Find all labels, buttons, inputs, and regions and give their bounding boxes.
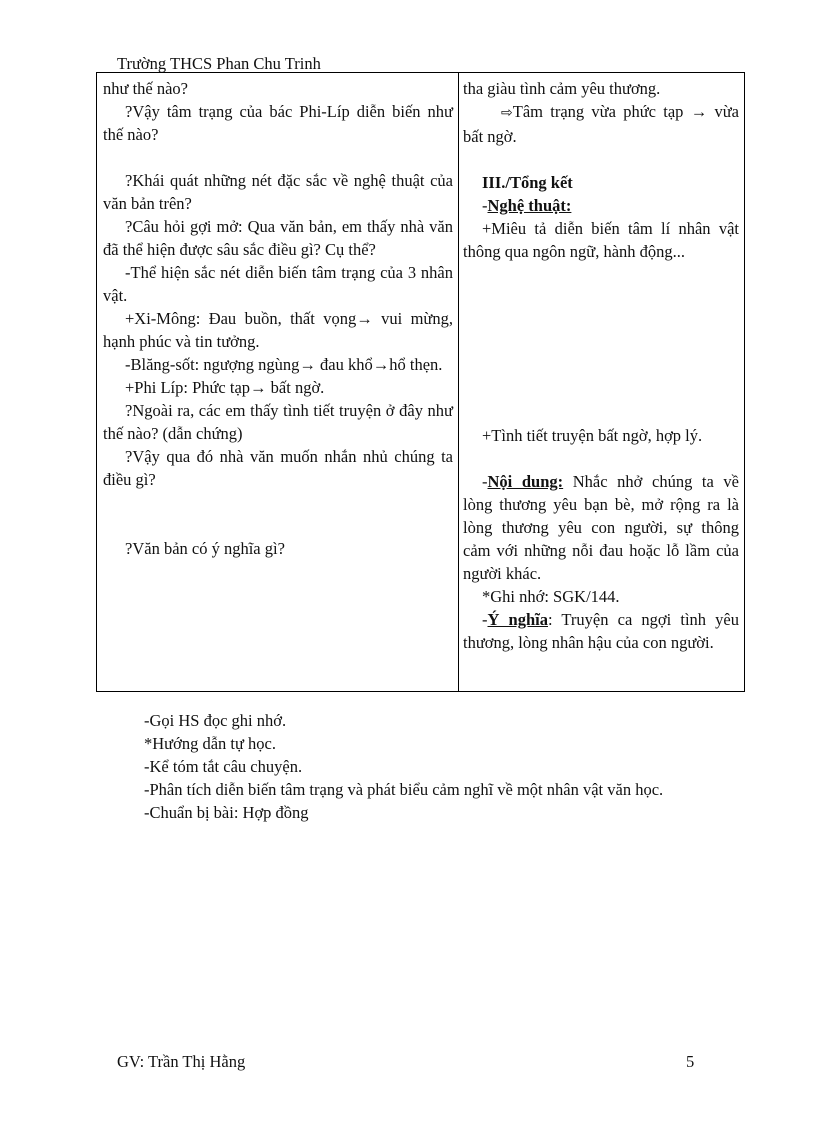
arrow-right-icon: ⇨ [501,105,513,121]
answer-text: +Phi Líp: Phức tạp→ bất ngờ. [125,378,325,397]
homework-line: -Gọi HS đọc ghi nhớ. [144,711,287,730]
art-item: +Miêu tả diễn biến tâm lí nhân vật thông qua ngôn ngữ, hành động... [463,219,739,261]
question-text: ?Khái quát những nét đặc sắc về nghệ thuật của văn bản trên? [103,171,453,213]
homework-line: -Chuẩn bị bài: Hợp đồng [144,803,309,822]
question-text: ?Vậy qua đó nhà văn muốn nhắn nhủ chúng ta điều gì? [103,447,453,489]
lesson-table [96,72,745,692]
meaning-paragraph: -Ý nghĩa: Truyện ca ngợi tình yêu thương, lòng nhân hậu của con người. [463,610,739,652]
question-text: ?Ngoài ra, các em thấy tình tiết truyện ở đây như thế nào? (dẫn chứng) [103,401,453,443]
question-text: như thế nào? [103,79,188,98]
note-line: *Ghi nhớ: SGK/144. [482,587,620,606]
content-paragraph: -Nội dung: Nhắc nhở chúng ta về lòng thương yêu bạn bè, mở rộng ra là lòng thương yêu con người, sự thông cảm với những nỗi đau hoặc lỗ lầm của người khác. [463,472,740,583]
section-title: III./Tổng kết [482,173,573,192]
answer-text: +Xi-Mông: Đau buồn, thất vọng→ vui mừng, hạnh phúc và tin tưởng. [103,309,453,351]
question-text: ?Câu hỏi gợi mở: Qua văn bản, em thấy nhà văn đã thể hiện được sâu sắc điều gì? Cụ thể? [103,217,453,259]
homework-line: -Kể tóm tắt câu chuyện. [144,757,303,776]
answer-text: -Thể hiện sắc nét diễn biến tâm trạng của 3 nhân vật. [103,263,453,305]
homework-line: -Phân tích diễn biến tâm trạng và phát biểu cảm nghĩ về một nhân vật văn học. [144,780,664,799]
question-text: ?Văn bản có ý nghĩa gì? [125,539,285,558]
art-heading: -Nghệ thuật: [482,196,572,215]
column-divider [458,73,459,691]
page-number: 5 [686,1052,695,1071]
footer-teacher: GV: Trần Thị Hằng [117,1052,246,1071]
question-text: ?Vậy tâm trạng của bác Phi-Líp diễn biến như thế nào? [103,102,453,144]
teacher-activity-column [103,77,453,560]
content-column [463,77,739,654]
answer-text: -Blăng-sốt: ngượng ngùng→ đau khổ→hổ thẹn. [125,355,443,374]
homework-line: *Hướng dẫn tự học. [144,734,277,753]
conclusion-line: ⇨Tâm trạng vừa phức tạp → vừa bất ngờ. [463,102,739,146]
content-line: tha giàu tình cảm yêu thương. [463,79,661,98]
page-header-school: Trường THCS Phan Chu Trinh [117,54,321,73]
homework-section [118,709,708,824]
art-item: +Tình tiết truyện bất ngờ, hợp lý. [482,426,703,445]
